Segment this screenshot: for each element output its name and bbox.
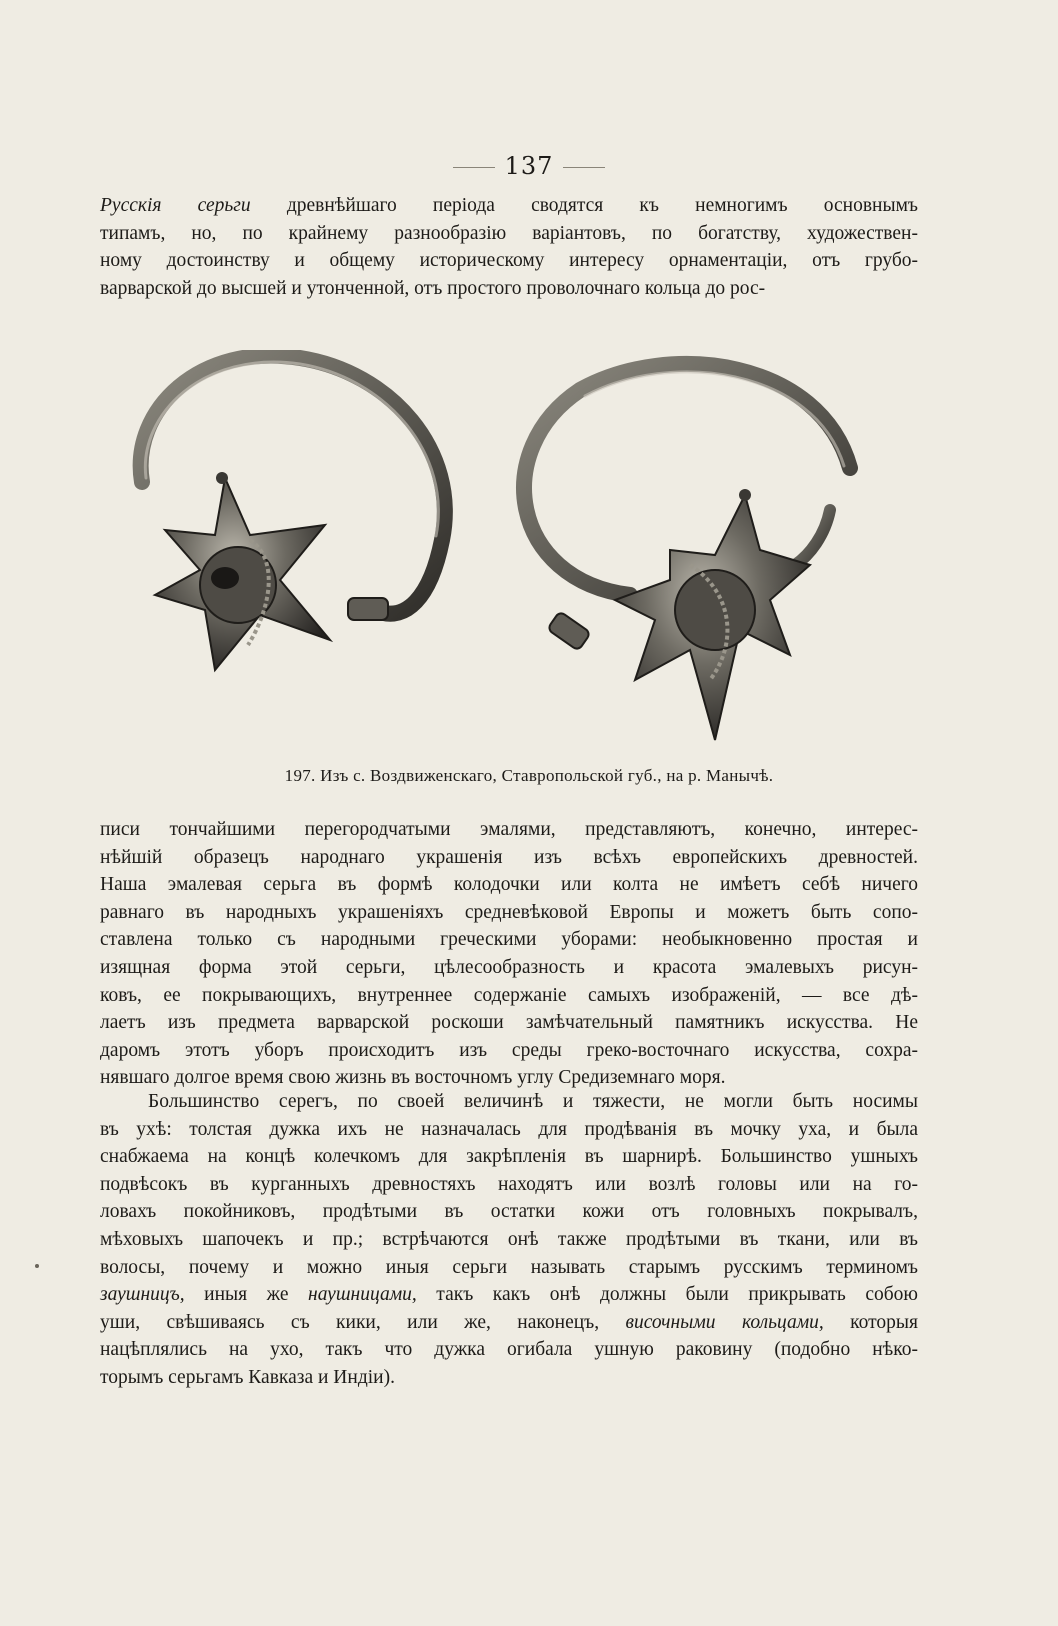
text-line <box>100 275 918 303</box>
text-line <box>100 220 918 248</box>
text-run: ставлена только съ народными греческими уборами: необыкновенно простая и <box>100 929 918 951</box>
left-earring-coil <box>348 598 388 620</box>
right-earring <box>524 364 850 740</box>
paragraph-2 <box>100 816 918 1092</box>
text-line <box>100 954 918 982</box>
text-line <box>100 1009 918 1037</box>
right-earring-coil <box>547 611 591 651</box>
margin-speck <box>35 1264 39 1268</box>
right-earring-hoop-highlight <box>585 372 844 466</box>
left-earring-hoop <box>141 356 445 614</box>
text-line <box>100 926 918 954</box>
text-run: варварской до высшей и утонченной, отъ простого проволочнаго кольца до рос- <box>100 277 766 299</box>
paragraph-1 <box>100 192 918 302</box>
left-earring-bead <box>216 472 228 484</box>
text-run: Большинство серегъ, по своей величинѣ и тяжести, не могли быть носимы <box>148 1091 918 1112</box>
text-line <box>100 816 918 844</box>
text-line <box>100 1364 918 1392</box>
text-run: торымъ серьгамъ Кавказа и Индіи). <box>100 1366 395 1388</box>
text-run: ному достоинству и общему историческому интересу орнаментаціи, отъ грубо- <box>100 250 918 272</box>
page-number <box>0 152 1058 180</box>
left-earring-hoop-highlight <box>145 362 438 536</box>
text-run: которыя <box>823 1311 918 1333</box>
left-earring <box>141 356 445 670</box>
text-run: волосы, почему и можно иныя серьги называть старымъ русскимъ терминомъ <box>100 1256 918 1278</box>
text-run: подвѣсокъ въ курганныхъ древностяхъ находятъ или возлѣ головы или на го- <box>100 1173 918 1195</box>
text-line <box>100 1309 918 1337</box>
right-earring-center <box>675 570 755 650</box>
text-run: мѣховыхъ шапочекъ и пр.; встрѣчаются онѣ также продѣтыми въ ткани, или въ <box>100 1228 918 1250</box>
right-earring-stem <box>795 510 830 565</box>
text-run: нявшаго долгое время свою жизнь въ восточномъ углу Средиземнаго моря. <box>100 1067 726 1089</box>
italic-term: заушницъ, <box>100 1284 185 1306</box>
page-number-text: 137 <box>504 152 554 180</box>
text-line <box>100 1116 918 1144</box>
left-earring-hole <box>211 567 239 589</box>
text-line <box>100 1143 918 1171</box>
text-line <box>100 1198 918 1226</box>
figure-earrings <box>130 350 910 760</box>
page-number-dash-left <box>453 167 495 168</box>
text-line <box>100 1171 918 1199</box>
text-run: нѣйшій образецъ народнаго украшенія изъ всѣхъ европейскихъ древностей. <box>100 846 918 868</box>
text-line <box>100 1088 918 1116</box>
text-line <box>100 192 918 220</box>
text-run: ковъ, ее покрывающихъ, внутреннее содержаніе самыхъ изображеній, — все дѣ- <box>100 984 918 1006</box>
text-line <box>100 1226 918 1254</box>
text-line <box>100 1037 918 1065</box>
paragraph-3 <box>100 1088 918 1392</box>
text-run: писи тончайшими перегородчатыми эмалями, представляютъ, конечно, интерес- <box>100 819 918 840</box>
right-earring-bead <box>739 489 751 501</box>
page-number-dash-right <box>563 167 605 168</box>
text-line <box>100 899 918 927</box>
italic-term: височными кольцами, <box>625 1311 824 1333</box>
text-run: древнѣйшаго періода сводятся къ немногимъ основнымъ <box>250 195 918 216</box>
text-run: лаетъ изъ предмета варварской роскоши замѣчательный памятникъ искусства. Не <box>100 1012 918 1034</box>
text-line <box>100 1336 918 1364</box>
text-run: ловахъ покойниковъ, продѣтыми въ остатки кожи отъ головныхъ покрывалъ, <box>100 1201 918 1223</box>
text-line <box>100 247 918 275</box>
text-line <box>100 982 918 1010</box>
italic-term: наушницами, <box>308 1284 417 1306</box>
text-run: такъ какъ онѣ должны были прикрывать собою <box>416 1284 918 1306</box>
text-run: снабжаема на концѣ колечкомъ для закрѣпленія въ шарнирѣ. Большинство ушныхъ <box>100 1146 918 1168</box>
text-run: равнаго въ народныхъ украшеніяхъ средневѣковой Европы и можетъ быть сопо- <box>100 901 918 923</box>
text-line <box>100 1254 918 1282</box>
text-run: нацѣплялись на ухо, такъ что дужка огибала ушную раковину (подобно нѣко- <box>100 1339 918 1361</box>
text-run: Наша эмалевая серьга въ формѣ колодочки или колта не имѣетъ себѣ ничего <box>100 874 918 896</box>
text-run: иныя же <box>184 1284 309 1306</box>
text-line <box>100 844 918 872</box>
text-line <box>100 871 918 899</box>
earrings-photo <box>130 350 910 760</box>
text-line <box>100 1281 918 1309</box>
text-run: даромъ этотъ уборъ происходитъ изъ среды греко-восточнаго искусства, сохра- <box>100 1039 918 1061</box>
italic-term: Русскія серьги <box>100 195 251 216</box>
text-run: уши, свѣшиваясь съ кики, или же, наконецъ, <box>100 1311 626 1333</box>
text-run: изящная форма этой серьги, цѣлесообразность и красота эмалевыхъ рисун- <box>100 956 918 978</box>
text-run: типамъ, но, по крайнему разнообразію варіантовъ, по богатству, художествен- <box>100 222 918 244</box>
text-run: въ ухѣ: толстая дужка ихъ не назначалась для продѣванія въ мочку уха, и была <box>100 1118 918 1140</box>
figure-caption: 197. Изъ с. Воздвиженскаго, Ставропольской губ., на р. Манычѣ. <box>284 766 774 785</box>
